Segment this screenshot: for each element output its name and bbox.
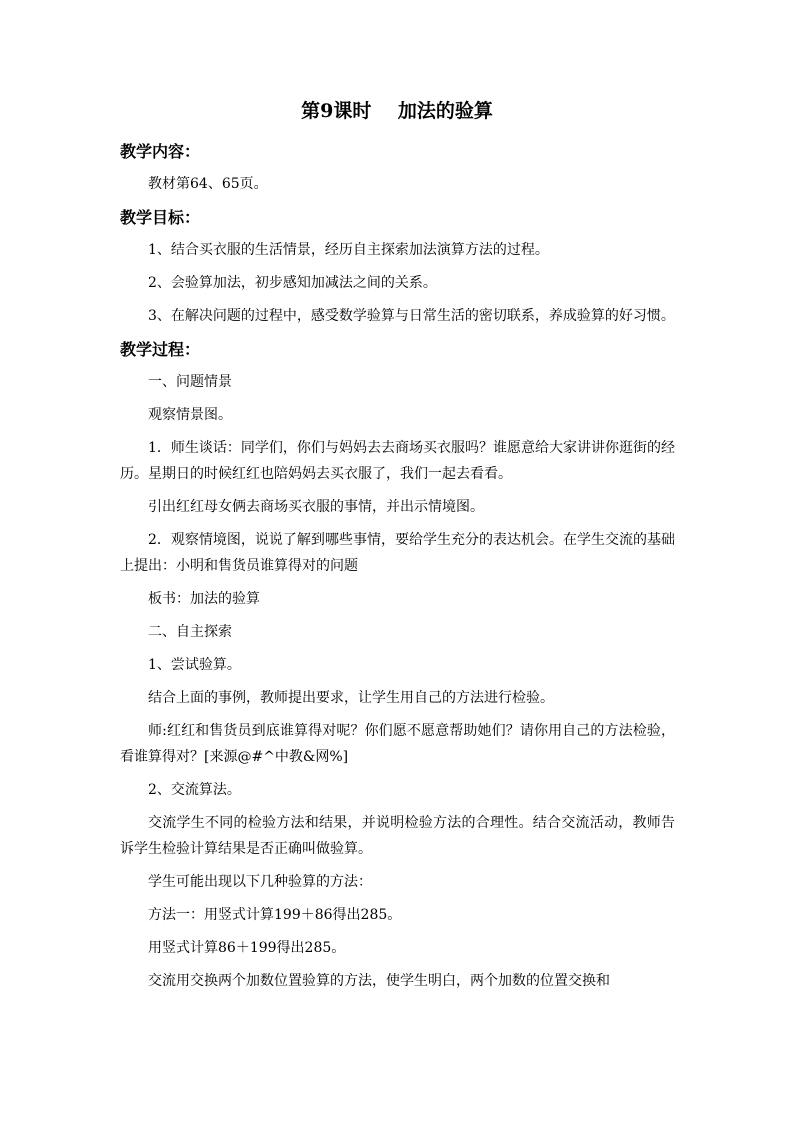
paragraph: 1、结合买衣服的生活情景，经历自主探索加法演算方法的过程。 [148, 242, 549, 258]
paragraph: 结合上面的事例，教师提出要求，让学生用自己的方法进行检验。 [148, 690, 554, 706]
paragraph: 学生可能出现以下几种验算的方法： [148, 874, 372, 890]
paragraph: 2、会验算加法，初步感知加减法之间的关系。 [148, 275, 437, 291]
document-title: 第9课时 加法的验算 [301, 100, 493, 122]
section-heading-content: 教学内容： [120, 142, 201, 161]
paragraph: 交流学生不同的检验方法和结果，并说明检验方法的合理性。结合交流活动，教师告诉学生检验计算结果是否正确叫做验算。 [120, 815, 675, 857]
paragraph: 二、自主探索 [148, 624, 232, 640]
document-body [120, 138, 675, 1001]
paragraph: 师:红红和售货员到底谁算得对呢？你们愿不愿意帮助她们？请你用自己的方法检验，看谁算得对？[来源@#^中教&网%] [120, 723, 675, 765]
paragraph: 交流用交换两个加数位置验算的方法，使学生明白，两个加数的位置交换和 [148, 973, 610, 989]
paragraph: 2、交流算法。 [148, 782, 241, 798]
paragraph: 方法一：用竖式计算199＋86得出285。 [148, 907, 402, 923]
paragraph: 3、在解决问题的过程中，感受数学验算与日常生活的密切联系，养成验算的好习惯。 [148, 308, 675, 324]
paragraph: 2．观察情境图，说说了解到哪些事情，要给学生充分的表达机会。在学生交流的基础上提出：小明和售货员谁算得对的问题 [120, 532, 675, 574]
section-heading-objectives: 教学目标： [120, 208, 201, 227]
paragraph: 一、问题情景 [148, 374, 232, 390]
paragraph: 教材第64、65页。 [148, 176, 268, 192]
paragraph: 1．师生谈话：同学们，你们与妈妈去去商场买衣服吗？谁愿意给大家讲讲你逛街的经历。星期日的时候红红也陪妈妈去买衣服了，我们一起去看看。 [120, 440, 675, 482]
section-heading-process: 教学过程： [120, 340, 201, 359]
paragraph: 观察情景图。 [148, 407, 232, 423]
paragraph: 板书：加法的验算 [148, 591, 260, 607]
paragraph: 引出红红母女俩去商场买衣服的事情，并出示情境图。 [148, 499, 484, 515]
paragraph: 用竖式计算86＋199得出285。 [148, 940, 346, 956]
paragraph: 1、尝试验算。 [148, 657, 241, 673]
